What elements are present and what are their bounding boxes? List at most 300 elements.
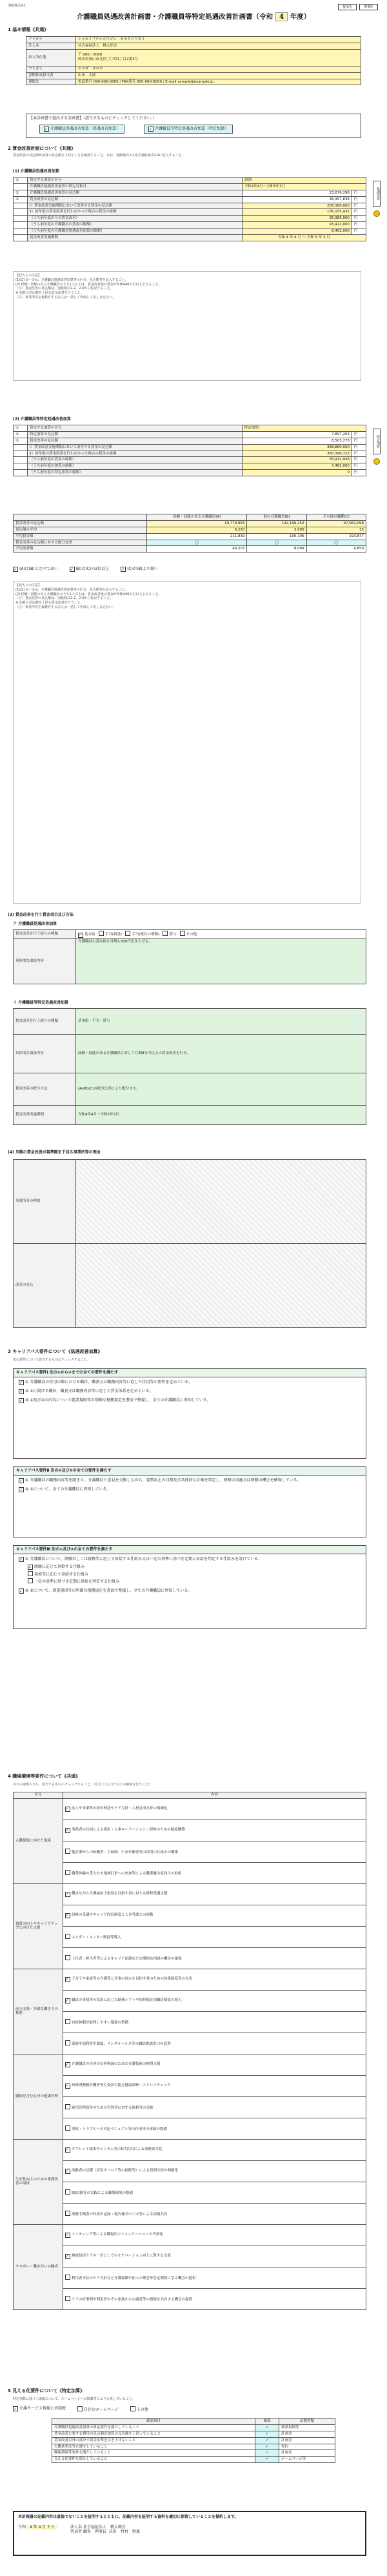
- row-text[interactable]: [76, 1244, 366, 1328]
- row-label: 改善の見込: [14, 1244, 76, 1328]
- req-item[interactable]: [19, 1389, 361, 1394]
- confirm-header: 確認項目: [52, 2419, 255, 2425]
- note-line: 【記入上の注意】: [15, 583, 42, 587]
- row-amount[interactable]: 8,452,000: [242, 228, 352, 235]
- checkbox-icon: [28, 1578, 33, 1583]
- notes-box-2: [13, 581, 361, 904]
- checkbox-icon: ✓: [19, 1380, 23, 1385]
- env-item-text: 業務や福利厚生制度、メンタルヘルス等の職員相談窓口の設置: [72, 2042, 171, 2046]
- row-amount[interactable]: 7,462,000: [242, 463, 352, 470]
- env-item[interactable]: [63, 2160, 366, 2182]
- sec5-intro: 次の要件について該当するものにチェックすること。: [13, 1358, 90, 1362]
- basic-info-table: [26, 36, 361, 85]
- wage-item[interactable]: [163, 933, 176, 937]
- note-line: (1)(2) ①～③は、介護職員処遇改善加算等の区分、見込額等を記入すること。: [15, 278, 128, 282]
- group-row-label: 見込額の平均: [14, 527, 147, 533]
- sec2-heading: 2 賃金改善計画について《共通》: [8, 146, 76, 151]
- group-option[interactable]: [13, 567, 58, 572]
- wage-item[interactable]: [125, 933, 159, 937]
- title-suffix: 年度）: [290, 13, 311, 21]
- row-label: 特定加算の見込額: [28, 431, 243, 438]
- env-item-text: 上位者・担当者等によるキャリア面談など定期的な相談の機会の確保: [72, 1956, 182, 1961]
- title-year[interactable]: 4: [275, 12, 288, 21]
- wage-item-label: 手当(既存の増額): [132, 933, 160, 937]
- confirm-doc: 計画書: [279, 2450, 335, 2457]
- env-item[interactable]: [63, 1798, 366, 1820]
- env-item-text: ミーティング等による職場内コミュニケーションの円滑化: [72, 2232, 164, 2236]
- form-code: 別紙様式2-1: [8, 4, 26, 8]
- req-item[interactable]: [19, 1398, 361, 1403]
- env-item[interactable]: [63, 2288, 366, 2309]
- env-item[interactable]: [63, 2118, 366, 2139]
- plan-select-title: 【本計画書で提出する計画書】（該当するものにチェックしてください。）: [29, 116, 157, 121]
- group-option-label: (B)は(C)の2倍以上: [75, 567, 110, 571]
- env-col-header: 区分: [14, 1792, 63, 1799]
- checkbox-icon: ✓: [65, 1977, 70, 1982]
- env-item-text: 地域包括ケアの一員としてのモチベーション向上に資する交流: [72, 2253, 171, 2258]
- corp-label: 法人名: [70, 2524, 82, 2530]
- group-header: 経験・技能のある介護職員(A): [147, 514, 247, 521]
- checkbox-icon: [65, 2125, 70, 2131]
- env-item[interactable]: [63, 2033, 366, 2054]
- item-label: 賃金改善を行う給与の種類: [14, 930, 76, 939]
- row-unit: 円: [352, 209, 366, 216]
- basic-value[interactable]: 社会福祉法人 桃太郎会: [76, 43, 361, 49]
- checkbox-icon: [65, 2104, 70, 2109]
- env-group-label: 資質の向上やキャリアアップに向けた支援: [14, 1883, 63, 1969]
- confirm-header: 証拠書類: [279, 2419, 335, 2425]
- confirm-item: 労働基準法等を遵守していること: [52, 2444, 255, 2450]
- row-label: 賃金改善の見込額: [28, 438, 243, 444]
- note-line: ※ 加算の見込額を上回る賃金改善を行うこと。: [15, 291, 84, 295]
- checkbox-icon: ✓: [19, 1389, 23, 1394]
- row-unit: 円: [352, 457, 366, 463]
- row-label: 算定する加算の区分: [28, 425, 243, 432]
- group-header: 他の介護職員(B): [247, 514, 306, 521]
- basic-value[interactable]: ヤマダ タロウ: [76, 66, 361, 72]
- row-label: （うち前年度の特定加算の総額）: [28, 470, 243, 476]
- date-value[interactable]: 4 年 4 月 7 日: [27, 2525, 57, 2530]
- checkbox-icon: [77, 2406, 83, 2411]
- visibility-options: [13, 2406, 148, 2413]
- confirm-doc: 誓約: [279, 2444, 335, 2450]
- row-value[interactable]: 令和4年4月～令和5年3月: [242, 183, 366, 190]
- env-item-text: 子育てや家族等の介護等と仕事の両立を目指す者のための休業制度等の充実: [72, 1976, 193, 1981]
- env-item[interactable]: [63, 2139, 366, 2160]
- req3-title: キャリアパス要件Ⅲ 次の①及び②の全ての要件を満たす: [14, 1546, 366, 1554]
- group-option[interactable]: [70, 567, 110, 572]
- sec2-sub2: (2) 介護職員等特定処遇改善加算: [13, 417, 71, 421]
- req-item[interactable]: [19, 1478, 361, 1483]
- env-item-text: 5S活動等の実践による職場環境の整備: [72, 2191, 133, 2195]
- note-line: 【記入上の注意】: [15, 274, 42, 278]
- note-line: (1)(2) ①～③は、介護職員処遇改善加算等の区分、見込額等を記入すること。: [15, 587, 128, 592]
- confirm-check[interactable]: ✓: [255, 2437, 279, 2444]
- checkbox-icon: ✓: [65, 1913, 70, 1918]
- row-amount[interactable]: 0: [242, 470, 352, 476]
- row-unit: 円: [352, 216, 366, 222]
- group-cell: 8,099: [247, 546, 306, 553]
- sec5-heading: 3 キャリアパス要件について《処遇改善加算》: [8, 1349, 103, 1354]
- row-label: 算定する加算の区分: [28, 177, 243, 184]
- row-unit: 円: [352, 222, 366, 228]
- row-label: 賃金改善の配分方法: [14, 1073, 76, 1106]
- method-label: 具体的な取組内容: [14, 939, 76, 984]
- visibility-option[interactable]: [130, 2406, 148, 2413]
- career-req-3: [13, 1545, 366, 1629]
- row-unit: 円: [352, 228, 366, 235]
- env-item-text: ケアの好事例や利用者やその家族からの謝意等の情報を共有する機会の提供: [72, 2297, 193, 2302]
- checkbox-icon: ✓: [149, 127, 153, 132]
- confirm-item: 賃金改善に要する費用の見込額が加算の見込額を上回っていること: [52, 2431, 255, 2437]
- sec2-sub1: (1) 介護職員処遇改善加算: [13, 169, 59, 174]
- circle-marker-icon: [373, 210, 380, 217]
- row-no: ②: [14, 431, 28, 438]
- req-item-text: ② ①について、全ての介護職員に周知している。: [25, 1486, 111, 1492]
- confirm-check[interactable]: ✓: [255, 2450, 279, 2457]
- row-label: 賃金改善の見込額: [28, 196, 243, 203]
- rep-title[interactable]: 職名 理事長: [83, 2530, 106, 2534]
- sec3-table-b: [13, 1008, 366, 1125]
- row-label: ⅱ）初年度の賃金改善を行わなかった場合の賃金の総額: [28, 209, 243, 216]
- checkbox-icon: ✓: [70, 567, 74, 572]
- env-item[interactable]: [63, 1862, 366, 1883]
- env-item-text: 法人や事業所の経営理念やケア方針・人材育成方針の明確化: [72, 1806, 168, 1810]
- group-cell: 190,106: [247, 533, 306, 540]
- env-item[interactable]: [63, 2182, 366, 2203]
- row-amount[interactable]: 208,380,000: [242, 203, 352, 209]
- sec6-heading: 4 職場環境等要件について《共通》: [8, 1774, 81, 1779]
- pledge-date: [18, 2525, 57, 2530]
- req-item-text: ③ ①及び②の内容について就業規則等の明確な根拠規定を書面で整備し、全ての介護職員に周知している。: [25, 1397, 211, 1403]
- req-option[interactable]: [28, 1578, 361, 1585]
- group-cell[interactable]: 3,000: [247, 527, 306, 533]
- career-req-2: [13, 1466, 366, 1537]
- row-amount[interactable]: 136,155,432: [242, 209, 352, 216]
- wage-item-label: その他: [186, 933, 197, 937]
- env-item[interactable]: [63, 2011, 366, 2033]
- group-cell[interactable]: 19,779,955: [147, 520, 247, 527]
- checkbox-icon: [65, 2296, 70, 2301]
- group-cell: 211,839: [147, 533, 247, 540]
- side-tab-2: 特定加算: [373, 429, 381, 454]
- sec3-heading: (3) 賃金改善を行う賃金項目及び方法: [8, 913, 74, 917]
- env-item-text: 職員の事情等の状況に応じた勤務シフトや短時間正規職員制度の導入: [72, 1998, 182, 2002]
- checkbox-icon: ✓: [45, 127, 48, 132]
- confirm-header: 確認: [255, 2419, 279, 2425]
- note-line: ※ 加算の見込額を上回る賃金改善を行うこと。: [15, 601, 84, 605]
- req-item-text: ① 介護職員の任用の際における職位、職責又は職務内容等に応じた任用等の要件を定めている。: [25, 1379, 193, 1384]
- env-table: [13, 1792, 366, 2310]
- env-item[interactable]: [63, 2267, 366, 2288]
- group-options: [13, 567, 366, 572]
- checkbox-icon: [65, 1934, 70, 1939]
- group-cell[interactable]: 15: [306, 527, 366, 533]
- group-cell: ◯: [247, 540, 306, 546]
- checkbox-icon: ✓: [65, 1828, 70, 1833]
- row-label: （うち前年度の介護職員の賃金の総額）: [28, 222, 243, 228]
- env-item-text: 事故・トラブルへの対応マニュアル等の作成等の体制の整備: [72, 2127, 168, 2131]
- env-item-text: 雇用管理改善のための管理者に対する研修等の実施: [72, 2105, 154, 2110]
- row-text[interactable]: [76, 1160, 366, 1244]
- group-row-label: 平均賃金額: [14, 533, 147, 540]
- row-amount[interactable]: 93,422,000: [242, 222, 352, 228]
- checkbox-icon: [163, 931, 168, 936]
- checkbox-icon: ✓: [65, 1892, 70, 1897]
- visibility-option-label: 介護サービス情報公表制度: [19, 2406, 66, 2411]
- confirm-table: [52, 2418, 335, 2463]
- group-cell[interactable]: 97,062,098: [306, 520, 366, 527]
- group-cell[interactable]: 6,250: [147, 527, 247, 533]
- env-item-text: 研修の受講やキャリア段位制度と人事考課との連動: [72, 1912, 154, 1917]
- confirm-check[interactable]: ✓: [255, 2431, 279, 2437]
- group-cell: 193,877: [306, 533, 366, 540]
- plan-option-1-label: 介護職員処遇改善加算（処遇改善加算）: [50, 126, 121, 131]
- row-amount[interactable]: 35,932,938: [242, 457, 352, 463]
- top-refs: [338, 4, 378, 10]
- req-option-text: 資格等に応じて昇給する仕組み: [34, 1572, 89, 1577]
- sec7-intro: 特定加算に基づく取組について、ホームページへの掲載等により公表していること。: [13, 2397, 135, 2401]
- row-label: ⅰ）賃金改善実施期間において改善する賃金の見込額: [28, 203, 243, 209]
- visibility-option-label: 自社のホームページ: [84, 2408, 119, 2412]
- sec6-intro: 以下の取組のうち、該当するものにチェックすること。（区分ごとに1つ以上の取組を行うこと）: [13, 1783, 152, 1787]
- date-prefix: 令和: [18, 2524, 26, 2530]
- row-no: ③: [14, 438, 28, 444]
- row-text[interactable]: 令和4年4月～令和5年3月: [76, 1106, 366, 1125]
- env-item[interactable]: [63, 2203, 366, 2224]
- checkbox-icon: ✓: [65, 2147, 70, 2153]
- env-item-text: 業務手順書の作成や記録・報告様式の工夫等による情報共有: [72, 2212, 168, 2216]
- req-option-text: 一定の基準に基づき定期に昇給を判定する仕組み: [34, 1579, 120, 1584]
- basic-label: フリガナ: [26, 37, 76, 43]
- env-item-text: 有給休暇が取得しやすい環境の整備: [72, 2020, 129, 2025]
- confirm-item: 賃金改善以外の部分で賃金水準を引き下げないこと: [52, 2437, 255, 2444]
- basic-label: 書類作成担当者: [26, 72, 76, 79]
- env-item-text: 利用者本位のケア方針など介護保険や法人の理念等を定期的に学ぶ機会の提供: [72, 2276, 196, 2280]
- side-tab-1: 処遇改善: [373, 181, 381, 207]
- note-line: （注）事業所等を複数有する法人は一括して作成して差し支えない。: [15, 295, 116, 299]
- env-item[interactable]: [63, 1969, 366, 1990]
- row-label: 具体的な取組内容: [14, 1035, 76, 1073]
- row-text[interactable]: (A)(B)(C)の配分比率により配分する。: [76, 1073, 366, 1106]
- confirm-doc: 就業規則等: [279, 2424, 335, 2431]
- row-label: 賃金改善を行う給与の種類: [14, 1009, 76, 1035]
- row-no: ①: [14, 425, 28, 432]
- wage-item-label: 賞与: [169, 933, 177, 937]
- checkbox-icon: ✓: [65, 1807, 70, 1812]
- period-label: 賃金改善実施期間: [28, 234, 243, 241]
- rep-label: 代表者: [70, 2530, 82, 2534]
- rep-name[interactable]: 氏名 竹村 慎兼: [108, 2530, 140, 2534]
- plan-option-2-label: 介護職員等特定処遇改善加算（特定加算）: [155, 126, 229, 131]
- env-item-text: エルダー・メンター制度等導入: [72, 1935, 121, 1940]
- env-item[interactable]: [63, 1947, 366, 1969]
- req-item[interactable]: [19, 1380, 361, 1385]
- env-item[interactable]: [63, 2224, 366, 2246]
- req-item-text: ① 介護職員の職務内容等を踏まえ、介護職員と意見を交換しながら、資質向上の目標及び具体的な計画を策定し、研修の実施又は研修の機会を確保している。: [25, 1477, 301, 1483]
- pledge-signer: [70, 2525, 140, 2535]
- visibility-option[interactable]: [77, 2406, 119, 2413]
- req2-title: キャリアパス要件Ⅱ 次の①及び②の全ての要件を満たす: [14, 1467, 366, 1476]
- group-cell: ◯: [306, 540, 366, 546]
- title-main: 介護職員処遇改善計画書・介護職員等特定処遇改善計画書（令和: [76, 13, 273, 21]
- basic-value[interactable]: シャカイフクシホウジン モモタロウカイ: [76, 37, 361, 43]
- basic-value[interactable]: 〒 000 - 0000 岡山県岡山市北区〇〇町1丁目2番3号: [76, 49, 361, 66]
- req-item-text: ② ①に掲げる職位、職責又は職務内容等に応じた賃金体系を定めている。: [25, 1388, 154, 1394]
- checkbox-icon: ✓: [19, 1398, 23, 1403]
- pledge-text: 本計画書の記載内容は虚偽でないことを証明するとともに、記載内容を証明する資料を適切に保管していることを誓約します。: [18, 2515, 239, 2519]
- row-label: （うち前年度の加算の総額）: [28, 463, 243, 470]
- basic-value[interactable]: 山田 太郎: [76, 72, 361, 79]
- checkbox-icon: ✓: [19, 1478, 23, 1483]
- sec3-sub2: イ 介護職員等特定処遇改善加算: [13, 1000, 69, 1005]
- checkbox-icon: ✓: [78, 933, 83, 938]
- env-item[interactable]: [63, 2054, 366, 2075]
- env-col-header: 内容: [63, 1792, 366, 1799]
- basic-value[interactable]: 電話番号 000-000-0000 / FAX番号 000-000-0000 / E-mail sample@example.jp: [76, 79, 361, 85]
- checkbox-icon: [65, 2019, 70, 2024]
- row-amount: 7,897,203: [242, 431, 352, 438]
- visibility-option-label: その他: [136, 2408, 148, 2412]
- checkbox-icon: [99, 931, 104, 936]
- top-ref-2: 事業所: [359, 4, 378, 10]
- checkbox-icon: [65, 2275, 70, 2280]
- group-row-label: 平均改善額: [14, 546, 147, 553]
- checkbox-icon: [130, 2406, 135, 2411]
- checkbox-icon: ✓: [65, 1998, 70, 2003]
- row-amount: 36,357,836: [242, 196, 352, 203]
- group-option[interactable]: [121, 567, 158, 572]
- confirm-check[interactable]: ✓: [255, 2444, 279, 2450]
- note-line: （注）事業所等を複数有する法人は一括して作成して差し支えない。: [15, 605, 116, 609]
- row-amount: 8,503,278: [242, 438, 352, 444]
- wage-item[interactable]: [78, 933, 95, 937]
- env-item-text: 短時間勤務労働者等も受診可能な健康診断・ストレスチェック: [72, 2083, 171, 2087]
- env-item[interactable]: [63, 1926, 366, 1947]
- row-value[interactable]: 特定加算Ⅰ: [242, 425, 366, 432]
- sec3-sub1: ア 介護職員処遇改善加算: [13, 922, 57, 926]
- method-text[interactable]: 介護職員の基本給を月額3,000円引き上げる。: [76, 939, 366, 984]
- group-row-label: 賃金改善の見込額に対する配分比率: [14, 540, 147, 546]
- req-option[interactable]: [28, 1571, 361, 1577]
- row-unit: 円: [352, 463, 366, 470]
- corp-name[interactable]: 社会福祉法人 桃太郎会: [83, 2524, 126, 2530]
- env-item[interactable]: [63, 2246, 366, 2267]
- group-table: [13, 514, 366, 553]
- row-label: 賃金改善実施期間: [14, 1106, 76, 1125]
- visibility-option[interactable]: [13, 2406, 66, 2413]
- checkbox-icon: [65, 1849, 70, 1854]
- env-item-text: 働きながら介護福祉士取得を目指す者に対する研修受講支援: [72, 1891, 168, 1896]
- row-no: ①: [14, 177, 28, 184]
- row-unit: 円: [352, 451, 366, 457]
- row-unit: 円: [352, 438, 366, 444]
- checkbox-icon: ✓: [65, 2233, 70, 2238]
- checkbox-icon: [65, 2189, 70, 2195]
- row-unit: 円: [352, 203, 366, 209]
- req-item-text: ② ①について、就業規則等の明確な根拠規定を書面で整備し、全ての介護職員に周知している。: [25, 1588, 192, 1593]
- checkbox-icon: [125, 931, 130, 936]
- group-header: その他の職種(C): [306, 514, 366, 521]
- confirm-item: 職場環境等要件を満たしていること: [52, 2450, 255, 2457]
- env-item[interactable]: [63, 1883, 366, 1905]
- req-item[interactable]: [19, 1487, 361, 1492]
- page-title: [0, 13, 387, 21]
- env-item[interactable]: [63, 1820, 366, 1841]
- group-cell: ◯: [147, 540, 247, 546]
- wage-item[interactable]: [99, 933, 122, 937]
- row-text[interactable]: 経験・技能のある介護職員に対して月額8万円以上の賃金改善を行う。: [76, 1035, 366, 1073]
- row-label: （うち前年度からの賃金改善）: [28, 216, 243, 222]
- req-option[interactable]: [28, 1565, 361, 1570]
- row-amount[interactable]: 380,396,722: [242, 451, 352, 457]
- checkbox-icon: ✓: [19, 1588, 23, 1594]
- group-row-label: 賃金改善の見込額: [14, 520, 147, 527]
- sec7-heading: 5 見える化要件について《特定加算》: [8, 2388, 85, 2393]
- checkbox-icon: ✓: [19, 1557, 23, 1562]
- req-item-text: ① 介護職員について、経験若しくは資格等に応じて昇給する仕組み又は一定の基準に基づき定期に昇給を判定する仕組みを設けている。: [25, 1556, 263, 1561]
- env-group-label: 腰痛を含む心身の健康管理: [14, 2054, 63, 2139]
- wage-item-label: 基本給: [84, 933, 95, 937]
- checkbox-icon: ✓: [28, 1565, 32, 1570]
- plan-option-2[interactable]: [144, 125, 233, 134]
- sec4-heading: (4) 月額の賃金改善が基準額を下回る事業所等の理由: [8, 1150, 101, 1155]
- row-unit: 円: [352, 444, 366, 451]
- period-value[interactable]: 令和 4 年 4 月 ～ 令和 5 年 3 月: [242, 234, 366, 241]
- env-item-text: 介護職員の身体の負担軽減のための介護技術の修得支援: [72, 2062, 161, 2066]
- env-item[interactable]: [63, 1905, 366, 1926]
- career-req-1: [13, 1368, 366, 1459]
- checkbox-icon: ✓: [65, 2254, 70, 2259]
- group-cell: 44,207: [147, 546, 247, 553]
- env-group-label: 生産性向上のための業務改善の取組: [14, 2139, 63, 2224]
- group-cell[interactable]: 192,199,252: [247, 520, 306, 527]
- env-item[interactable]: [63, 1841, 366, 1862]
- row-amount[interactable]: 388,880,000: [242, 444, 352, 451]
- wage-item[interactable]: [180, 933, 197, 937]
- sec2-table1: [13, 177, 366, 241]
- confirm-doc: 計画書: [279, 2437, 335, 2444]
- sec2-table2: [13, 425, 366, 476]
- env-item[interactable]: [63, 2075, 366, 2096]
- checkbox-icon: [180, 931, 185, 936]
- confirm-doc: 計画書: [279, 2431, 335, 2437]
- env-item[interactable]: [63, 2096, 366, 2118]
- row-label: （うち前年度の賃金の総額）: [28, 457, 243, 463]
- checkbox-icon: ✓: [65, 2084, 70, 2089]
- req-item[interactable]: [19, 1588, 361, 1594]
- checkbox-icon: [65, 1955, 70, 1960]
- checkbox-icon: ✓: [65, 2062, 70, 2067]
- row-no: ②: [14, 190, 28, 196]
- checkbox-icon: ✓: [121, 567, 125, 572]
- row-amount[interactable]: 95,985,000: [242, 216, 352, 222]
- group-cell: 4,859: [306, 546, 366, 553]
- row-value[interactable]: 加算Ⅰ: [242, 177, 366, 184]
- plan-option-1[interactable]: [39, 125, 124, 134]
- confirm-doc: ホームページ等: [279, 2457, 335, 2463]
- checkbox-icon: ✓: [65, 2169, 70, 2174]
- env-group-label: 両立支援・多様な働き方の推進: [14, 1969, 63, 2054]
- confirm-check[interactable]: ✓: [255, 2457, 279, 2463]
- confirm-check[interactable]: ✓: [255, 2424, 279, 2431]
- req-item[interactable]: [19, 1557, 361, 1562]
- row-text[interactable]: 基本給・手当・賞与: [76, 1009, 366, 1035]
- req1-title: キャリアパス要件Ⅰ 次の①から③までの全ての要件を満たす: [14, 1369, 366, 1377]
- pledge-box: [13, 2511, 366, 2556]
- env-item[interactable]: [63, 1990, 366, 2011]
- row-no: [14, 183, 28, 190]
